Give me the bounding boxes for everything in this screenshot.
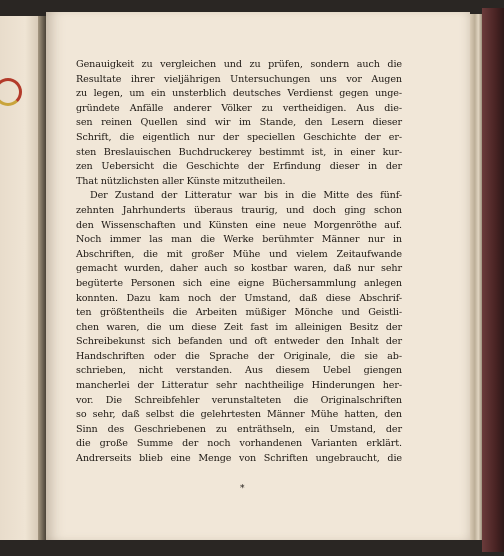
- text-line: gründete Anfälle anderer Völker zu vertheidigen. Aus die-: [76, 102, 402, 114]
- text-line: begüterte Personen sich eine eigne Büchersammlung anlegen: [76, 277, 402, 289]
- text-line: die große Summe der noch vorhandenen Varianten erklärt.: [76, 438, 402, 450]
- book-gutter: [38, 16, 46, 540]
- text-line: zehnten Jahrhunderts überaus traurig, und doch ging schon: [76, 204, 402, 216]
- text-line: Schreibekunst sich befanden und oft entweder den Inhalt der: [76, 336, 402, 348]
- book-cover-edge: [482, 8, 504, 552]
- decorative-ornament-icon: [0, 78, 22, 106]
- text-line: Der Zustand der Litteratur war bis in die Mitte des fünf-: [90, 190, 402, 202]
- text-line: sen reinen Quellen sind wir im Stande, den Lesern dieser: [76, 117, 402, 129]
- page-catchmark: *: [240, 484, 245, 494]
- text-line: chen waren, die um diese Zeit fast im alleinigen Besitz der: [76, 321, 402, 333]
- text-line: Abschriften, die mit großer Mühe und vielem Zeitaufwande: [76, 248, 402, 260]
- text-line: Genauigkeit zu vergleichen und zu prüfen, sondern auch die: [76, 59, 402, 70]
- text-line: sten Breslauischen Buchdruckerey bestimmt ist, in einer kur-: [76, 146, 402, 158]
- text-line: den Wissenschaften und Künsten eine neue Morgenröthe auf.: [76, 219, 402, 231]
- text-line: Schrift, die eigentlich nur der speciellen Geschichte der er-: [76, 131, 402, 143]
- text-line: konnten. Dazu kam noch der Umstand, daß diese Abschrif-: [76, 292, 402, 304]
- text-line: schrieben, nicht verstanden. Aus diesem Uebel giengen: [76, 365, 402, 377]
- text-line: zen Uebersicht die Geschichte der Erfindung dieser in der: [76, 161, 402, 173]
- text-line: Andrerseits blieb eine Menge von Schriften ungebraucht, die: [76, 453, 402, 465]
- text-line: Noch immer las man die Werke berühmter Männer nur in: [76, 234, 402, 246]
- text-line: so sehr, daß selbst die gelehrtesten Männer Mühe hatten, den: [76, 409, 402, 421]
- text-line: ten größtentheils die Arbeiten müßiger Mönche und Geistli-: [76, 307, 402, 319]
- text-line: Handschriften oder die Sprache der Originale, die sie ab-: [76, 350, 402, 362]
- page-text-block: [76, 58, 402, 467]
- page-stack-edge: [470, 14, 482, 540]
- text-line: That nützlichsten aller Künste mitzutheilen.: [76, 175, 286, 187]
- text-line: mancherlei der Litteratur sehr nachtheilige Hinderungen her-: [76, 380, 402, 392]
- text-line: gemacht wurden, daher auch so kostbar waren, daß nur sehr: [76, 263, 402, 275]
- text-line: Resultate ihrer vieljährigen Untersuchungen uns vor Augen: [76, 73, 402, 85]
- facing-page-edge: [0, 16, 42, 540]
- text-line: zu legen, um ein unsterblich deutsches Verdienst gegen unge-: [76, 88, 402, 100]
- text-line: vor. Die Schreibfehler verunstalteten die Originalschriften: [76, 394, 402, 406]
- text-line: Sinn des Geschriebenen zu enträthseln, ein Umstand, der: [76, 423, 402, 435]
